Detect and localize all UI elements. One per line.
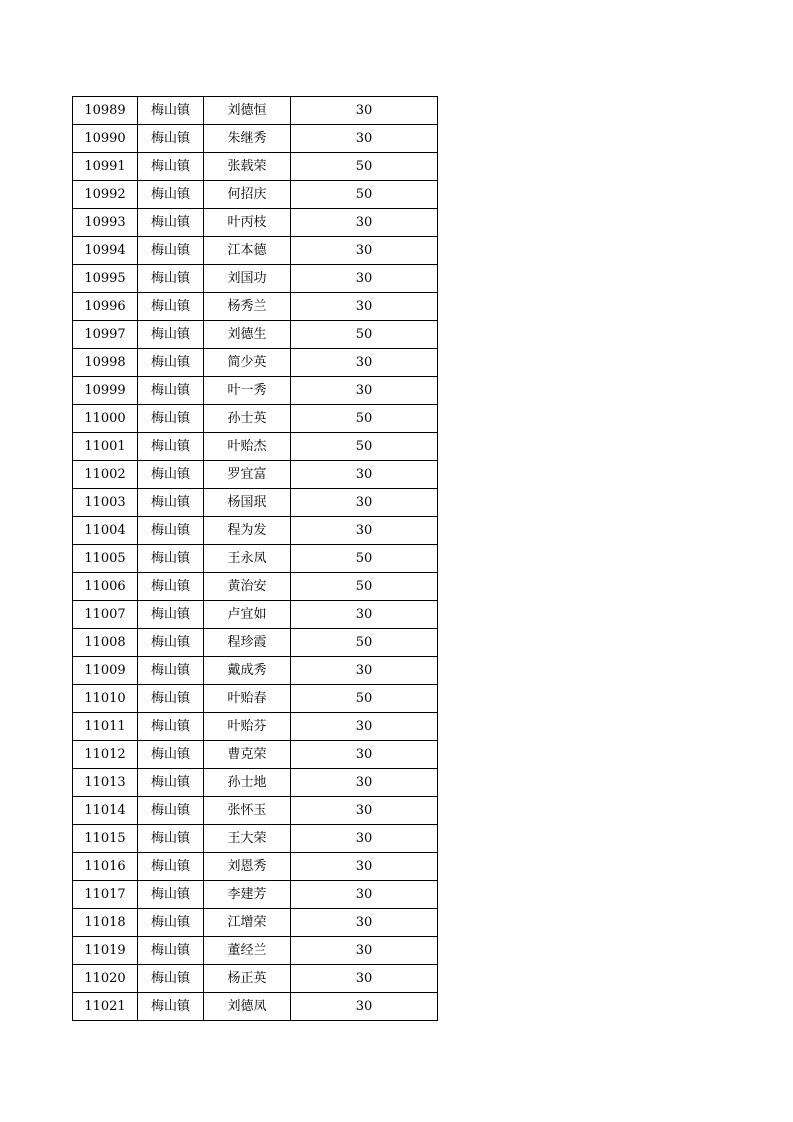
- table-row: [73, 321, 438, 349]
- cell-id: 11011: [73, 713, 138, 741]
- cell-name: 简少英: [204, 349, 291, 377]
- cell-name: 叶贻春: [204, 685, 291, 713]
- cell-name: 朱继秀: [204, 125, 291, 153]
- cell-amount: 50: [291, 685, 438, 713]
- cell-name: 程为发: [204, 517, 291, 545]
- cell-amount: 30: [291, 293, 438, 321]
- table-row: [73, 349, 438, 377]
- table-row: [73, 741, 438, 769]
- cell-id: 11012: [73, 741, 138, 769]
- cell-town: 梅山镇: [138, 741, 204, 769]
- table-row: [73, 293, 438, 321]
- table-row: [73, 909, 438, 937]
- cell-id: 10989: [73, 97, 138, 125]
- cell-amount: 50: [291, 181, 438, 209]
- cell-name: 刘国功: [204, 265, 291, 293]
- cell-name: 叶贻芬: [204, 713, 291, 741]
- cell-id: 10999: [73, 377, 138, 405]
- cell-id: 10990: [73, 125, 138, 153]
- cell-name: 王永凤: [204, 545, 291, 573]
- cell-id: 11002: [73, 461, 138, 489]
- cell-town: 梅山镇: [138, 965, 204, 993]
- cell-amount: 30: [291, 237, 438, 265]
- cell-amount: 30: [291, 517, 438, 545]
- cell-id: 11008: [73, 629, 138, 657]
- cell-town: 梅山镇: [138, 909, 204, 937]
- cell-town: 梅山镇: [138, 209, 204, 237]
- cell-name: 杨秀兰: [204, 293, 291, 321]
- cell-name: 叶丙枝: [204, 209, 291, 237]
- cell-amount: 30: [291, 881, 438, 909]
- cell-town: 梅山镇: [138, 937, 204, 965]
- cell-name: 何招庆: [204, 181, 291, 209]
- cell-amount: 30: [291, 853, 438, 881]
- table-row: [73, 965, 438, 993]
- cell-name: 叶贻杰: [204, 433, 291, 461]
- cell-amount: 30: [291, 909, 438, 937]
- cell-id: 11007: [73, 601, 138, 629]
- table-row: [73, 797, 438, 825]
- cell-name: 杨正英: [204, 965, 291, 993]
- cell-town: 梅山镇: [138, 629, 204, 657]
- cell-id: 11003: [73, 489, 138, 517]
- table-row: [73, 769, 438, 797]
- table-row: [73, 993, 438, 1021]
- cell-town: 梅山镇: [138, 993, 204, 1021]
- cell-id: 11013: [73, 769, 138, 797]
- cell-town: 梅山镇: [138, 713, 204, 741]
- cell-name: 董经兰: [204, 937, 291, 965]
- cell-name: 曹克荣: [204, 741, 291, 769]
- cell-id: 10997: [73, 321, 138, 349]
- cell-town: 梅山镇: [138, 489, 204, 517]
- cell-amount: 30: [291, 797, 438, 825]
- cell-name: 戴成秀: [204, 657, 291, 685]
- table-row: [73, 181, 438, 209]
- cell-town: 梅山镇: [138, 685, 204, 713]
- cell-amount: 30: [291, 209, 438, 237]
- cell-town: 梅山镇: [138, 517, 204, 545]
- table-row: [73, 209, 438, 237]
- cell-town: 梅山镇: [138, 881, 204, 909]
- cell-id: 10992: [73, 181, 138, 209]
- data-table: [72, 96, 438, 1021]
- table-row: [73, 125, 438, 153]
- cell-amount: 30: [291, 97, 438, 125]
- cell-name: 江增荣: [204, 909, 291, 937]
- cell-amount: 30: [291, 993, 438, 1021]
- cell-name: 罗宜富: [204, 461, 291, 489]
- cell-id: 11019: [73, 937, 138, 965]
- cell-id: 11006: [73, 573, 138, 601]
- cell-amount: 30: [291, 461, 438, 489]
- cell-town: 梅山镇: [138, 433, 204, 461]
- cell-name: 叶一秀: [204, 377, 291, 405]
- cell-town: 梅山镇: [138, 797, 204, 825]
- cell-name: 黄治安: [204, 573, 291, 601]
- cell-town: 梅山镇: [138, 181, 204, 209]
- cell-id: 10998: [73, 349, 138, 377]
- table-row: [73, 629, 438, 657]
- cell-id: 11015: [73, 825, 138, 853]
- cell-amount: 30: [291, 377, 438, 405]
- table-row: [73, 517, 438, 545]
- cell-name: 程珍霞: [204, 629, 291, 657]
- cell-id: 10991: [73, 153, 138, 181]
- cell-town: 梅山镇: [138, 349, 204, 377]
- cell-id: 11010: [73, 685, 138, 713]
- cell-id: 11001: [73, 433, 138, 461]
- cell-id: 11016: [73, 853, 138, 881]
- table-row: [73, 685, 438, 713]
- cell-amount: 30: [291, 769, 438, 797]
- cell-name: 卢宜如: [204, 601, 291, 629]
- cell-amount: 30: [291, 825, 438, 853]
- cell-amount: 30: [291, 601, 438, 629]
- cell-amount: 50: [291, 321, 438, 349]
- cell-amount: 30: [291, 937, 438, 965]
- cell-amount: 50: [291, 433, 438, 461]
- table-row: [73, 713, 438, 741]
- cell-id: 11020: [73, 965, 138, 993]
- cell-id: 10995: [73, 265, 138, 293]
- table-row: [73, 881, 438, 909]
- cell-id: 11009: [73, 657, 138, 685]
- cell-name: 李建芳: [204, 881, 291, 909]
- table-row: [73, 657, 438, 685]
- cell-amount: 30: [291, 349, 438, 377]
- cell-name: 杨国珉: [204, 489, 291, 517]
- cell-town: 梅山镇: [138, 545, 204, 573]
- cell-name: 刘德生: [204, 321, 291, 349]
- cell-name: 刘恩秀: [204, 853, 291, 881]
- cell-name: 刘德凤: [204, 993, 291, 1021]
- cell-amount: 30: [291, 125, 438, 153]
- cell-amount: 50: [291, 405, 438, 433]
- cell-name: 刘德恒: [204, 97, 291, 125]
- table-row: [73, 573, 438, 601]
- table-row: [73, 461, 438, 489]
- table-row: [73, 601, 438, 629]
- cell-town: 梅山镇: [138, 125, 204, 153]
- cell-id: 11021: [73, 993, 138, 1021]
- table-row: [73, 433, 438, 461]
- table-row: [73, 405, 438, 433]
- cell-id: 11004: [73, 517, 138, 545]
- cell-town: 梅山镇: [138, 97, 204, 125]
- cell-id: 11005: [73, 545, 138, 573]
- table-body: [73, 97, 438, 1021]
- cell-id: 10994: [73, 237, 138, 265]
- table-row: [73, 237, 438, 265]
- cell-amount: 30: [291, 657, 438, 685]
- cell-town: 梅山镇: [138, 153, 204, 181]
- cell-name: 张载荣: [204, 153, 291, 181]
- table-row: [73, 545, 438, 573]
- cell-name: 江本德: [204, 237, 291, 265]
- cell-town: 梅山镇: [138, 825, 204, 853]
- cell-id: 11000: [73, 405, 138, 433]
- cell-id: 10996: [73, 293, 138, 321]
- cell-id: 10993: [73, 209, 138, 237]
- cell-id: 11014: [73, 797, 138, 825]
- cell-amount: 30: [291, 713, 438, 741]
- cell-name: 孙士地: [204, 769, 291, 797]
- table-row: [73, 937, 438, 965]
- table-row: [73, 825, 438, 853]
- cell-town: 梅山镇: [138, 405, 204, 433]
- cell-town: 梅山镇: [138, 237, 204, 265]
- table-row: [73, 489, 438, 517]
- table-row: [73, 377, 438, 405]
- table-row: [73, 97, 438, 125]
- cell-town: 梅山镇: [138, 461, 204, 489]
- cell-name: 张怀玉: [204, 797, 291, 825]
- cell-town: 梅山镇: [138, 853, 204, 881]
- cell-town: 梅山镇: [138, 377, 204, 405]
- table-row: [73, 153, 438, 181]
- cell-amount: 50: [291, 153, 438, 181]
- cell-amount: 30: [291, 741, 438, 769]
- cell-amount: 30: [291, 489, 438, 517]
- table-row: [73, 265, 438, 293]
- cell-amount: 30: [291, 965, 438, 993]
- cell-town: 梅山镇: [138, 265, 204, 293]
- cell-amount: 30: [291, 265, 438, 293]
- cell-town: 梅山镇: [138, 601, 204, 629]
- table-row: [73, 853, 438, 881]
- cell-town: 梅山镇: [138, 573, 204, 601]
- cell-id: 11018: [73, 909, 138, 937]
- cell-town: 梅山镇: [138, 293, 204, 321]
- cell-amount: 50: [291, 629, 438, 657]
- cell-id: 11017: [73, 881, 138, 909]
- cell-amount: 50: [291, 545, 438, 573]
- cell-amount: 50: [291, 573, 438, 601]
- cell-town: 梅山镇: [138, 769, 204, 797]
- cell-town: 梅山镇: [138, 321, 204, 349]
- cell-name: 王大荣: [204, 825, 291, 853]
- cell-town: 梅山镇: [138, 657, 204, 685]
- cell-name: 孙士英: [204, 405, 291, 433]
